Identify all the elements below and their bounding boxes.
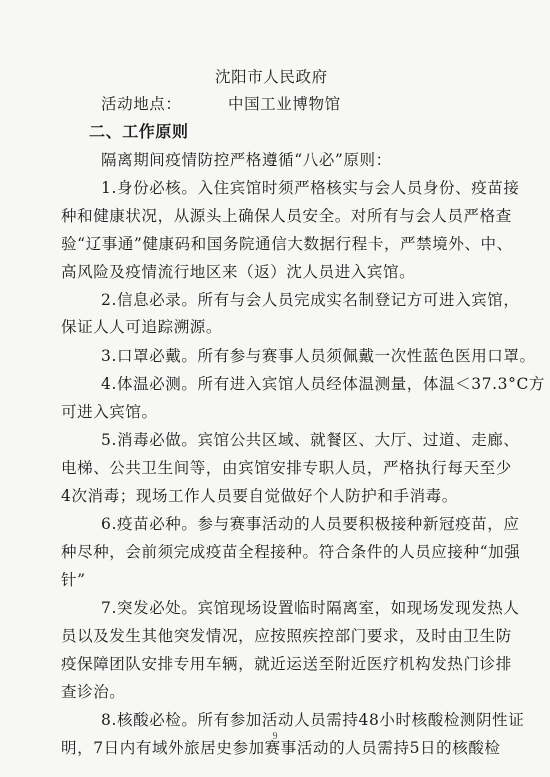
intro-paragraph: 隔离期间疫情防控严格遵循“八必”原则：: [101, 151, 392, 169]
venue-value: 中国工业博物馆: [228, 95, 341, 113]
principle-7-line-4: 查诊治。: [61, 683, 126, 701]
venue-label: 活动地点：: [101, 95, 182, 113]
principle-7-line-3: 疫保障团队安排专用车辆，就近运送至附近医疗机构发热门诊排: [61, 655, 512, 673]
section-title: 二、工作原则: [89, 122, 189, 141]
principle-5-line-2: 电梯、公共卫生间等，由宾馆安排专职人员，严格执行每天至少: [61, 459, 512, 477]
principle-4-line-2: 可进入宾馆。: [61, 403, 158, 421]
principle-6-line-2: 种尽种，会前须完成疫苗全程接种。符合条件的人员应接种“加强: [61, 543, 521, 561]
principle-1-line-2: 种和健康状况，从源头上确保人员安全。对所有与会人员严格查: [61, 207, 512, 225]
page-number: 9: [272, 731, 278, 742]
principle-7-line-2: 员以及发生其他突发情况，应按照疾控部门要求，及时由卫生防: [61, 627, 512, 645]
principle-8-line-1: 8.核酸必检。所有参加活动人员需持48小时核酸检测阴性证: [101, 711, 525, 729]
principle-6-line-3: 针”: [61, 571, 86, 589]
principle-7-line-1: 7.突发必处。宾馆现场设置临时隔离室，如现场发现发热人: [101, 599, 520, 617]
principle-8-line-2: 明，7日内有域外旅居史参加赛事活动的人员需持5日的核酸检: [61, 739, 501, 757]
principle-2-line-2: 保证人人可追踪溯源。: [61, 318, 223, 336]
principle-3-line-1: 3.口罩必戴。所有参与赛事人员须佩戴一次性蓝色医用口罩。: [101, 347, 536, 365]
principle-1-line-4: 高风险及疫情流行地区来（返）沈人员进入宾馆。: [61, 263, 416, 281]
principle-2-line-1: 2.信息必录。所有与会人员完成实名制登记方可进入宾馆，: [101, 291, 520, 309]
org-line: 沈阳市人民政府: [215, 68, 328, 86]
principle-1-line-3: 验“辽事通”健康码和国务院通信大数据行程卡，严禁境外、中、: [61, 235, 513, 253]
principle-1-line-1: 1.身份必核。入住宾馆时须严格核实与会人员身份、疫苗接: [101, 179, 520, 197]
principle-4-line-1: 4.体温必测。所有进入宾馆人员经体温测量，体温＜37.3°C方: [101, 375, 546, 393]
principle-5-line-3: 4次消毒；现场工作人员要自觉做好个人防护和手消毒。: [61, 487, 458, 505]
principle-6-line-1: 6.疫苗必种。参与赛事活动的人员要积极接种新冠疫苗，应: [101, 515, 520, 533]
principle-5-line-1: 5.消毒必做。宾馆公共区域、就餐区、大厅、过道、走廊、: [101, 431, 520, 449]
